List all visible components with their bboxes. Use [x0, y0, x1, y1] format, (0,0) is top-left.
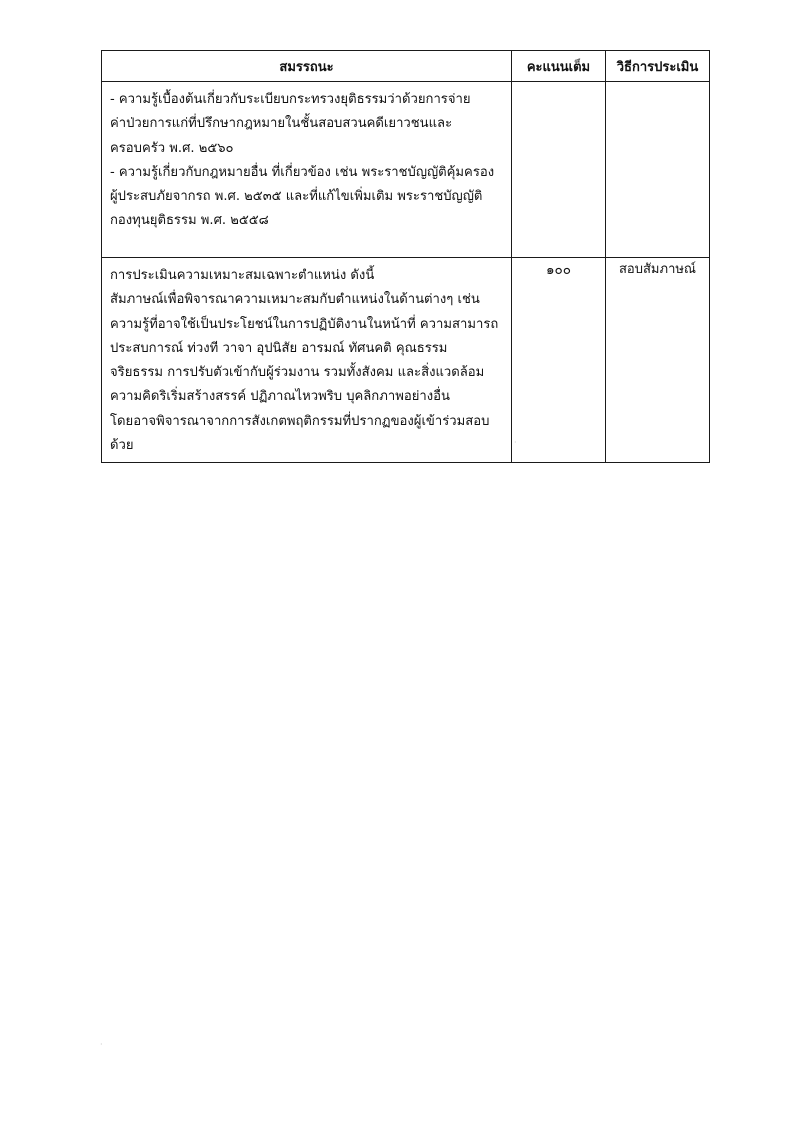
competency-cell	[102, 82, 512, 258]
competency-line: ประสบการณ์ ท่วงที วาจา อุปนิสัย อารมณ์ ทัศนคติ คุณธรรม	[110, 340, 448, 356]
competency-line: โดยอาจพิจารณาจากการสังเกตพฤติกรรมที่ปรากฏของผู้เข้าร่วมสอบ	[110, 413, 490, 429]
competency-line: การประเมินความเหมาะสมเฉพาะตำแหน่ง ดังนี้	[110, 268, 375, 283]
competency-line: สัมภาษณ์เพื่อพิจารณาความเหมาะสมกับตำแหน่งในด้านต่างๆ เช่น	[110, 292, 480, 308]
competency-line: จริยธรรม การปรับตัวเข้ากับผู้ร่วมงาน รวมทั้งสังคม และสิ่งแวดล้อม	[110, 365, 485, 381]
scan-speck: ·	[514, 438, 517, 447]
scan-speck: ·	[100, 1040, 103, 1049]
competency-line: ความคิดริเริ่มสร้างสรรค์ ปฏิภาณไหวพริบ บุคลิกภาพอย่างอื่น	[110, 389, 450, 405]
competency-table	[101, 50, 710, 463]
table-header-row	[102, 51, 710, 82]
score-cell: ๑๐๐	[512, 258, 606, 463]
competency-line: ครอบครัว พ.ศ. ๒๕๖๐	[110, 140, 234, 156]
method-cell: สอบสัมภาษณ์	[606, 258, 710, 463]
competency-line: - ความรู้เบื้องต้นเกี่ยวกับระเบียบกระทรวงยุติธรรมว่าด้วยการจ่าย	[110, 92, 471, 107]
competency-line: ผู้ประสบภัยจากรถ พ.ศ. ๒๕๓๕ และที่แก้ไขเพิ่มเติม พระราชบัญญัติ	[110, 189, 483, 205]
header-method: วิธีการประเมิน	[606, 51, 710, 82]
competency-line: กองทุนยุติธรรม พ.ศ. ๒๕๕๘	[110, 213, 269, 229]
table-row	[102, 258, 710, 463]
competency-line: - ความรู้เกี่ยวกับกฎหมายอื่น ที่เกี่ยวข้อง เช่น พระราชบัญญัติคุ้มครอง	[110, 164, 495, 180]
header-full-score: คะแนนเต็ม	[512, 51, 606, 82]
competency-line: ด้วย	[110, 438, 134, 454]
method-cell	[606, 82, 710, 258]
competency-line: ค่าป่วยการแก่ที่ปรึกษากฎหมายในชั้นสอบสวนคดีเยาวชนและ	[110, 116, 453, 132]
table-row	[102, 82, 710, 258]
header-competency: สมรรถนะ	[102, 51, 512, 82]
competency-cell	[102, 258, 512, 463]
score-cell	[512, 82, 606, 258]
competency-line: ความรู้ที่อาจใช้เป็นประโยชน์ในการปฏิบัติงานในหน้าที่ ความสามารถ	[110, 316, 499, 332]
